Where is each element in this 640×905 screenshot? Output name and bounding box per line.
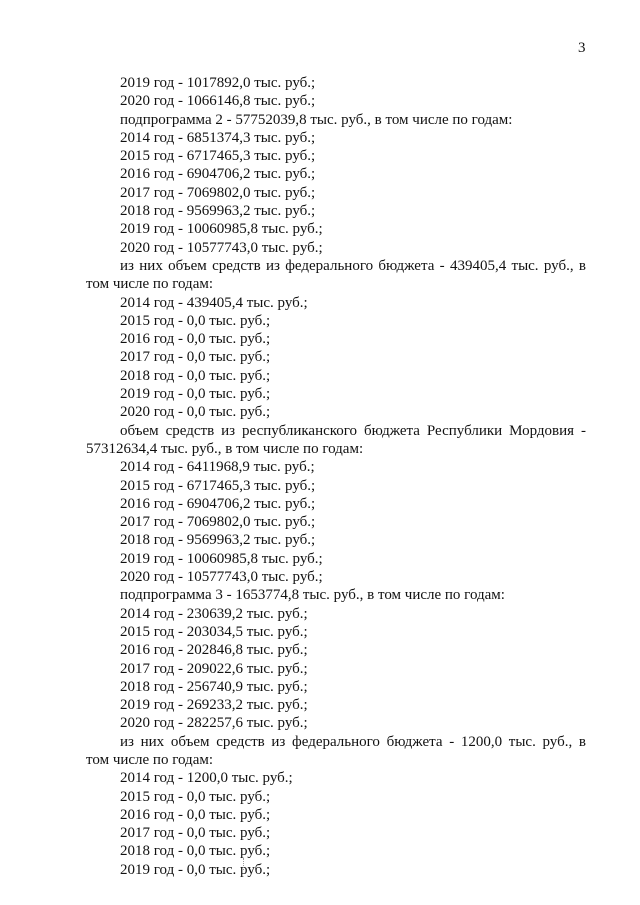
text-line: 2014 год - 1200,0 тыс. руб.; (120, 770, 293, 787)
text-line: 2014 год - 230639,2 тыс. руб.; (120, 605, 308, 622)
text-line: 2017 год - 0,0 тыс. руб.; (120, 825, 271, 842)
text-line: 2019 год - 0,0 тыс. руб.; (120, 861, 271, 878)
text-line: 2016 год - 6904706,2 тыс. руб.; (120, 495, 316, 512)
text-line: объем средств из республиканского бюджета Республики Мордовия - (120, 422, 586, 439)
text-line: подпрограмма 3 - 1653774,8 тыс. руб., в том числе по годам: (120, 587, 505, 604)
text-line: 2015 год - 0,0 тыс. руб.; (120, 312, 271, 329)
text-line: 2016 год - 6904706,2 тыс. руб.; (120, 166, 316, 183)
text-line: 2020 год - 1066146,8 тыс. руб.; (120, 93, 316, 110)
text-line: 2018 год - 9569963,2 тыс. руб.; (120, 203, 316, 220)
text-line: подпрограмма 2 - 57752039,8 тыс. руб., в том числе по годам: (120, 111, 513, 128)
text-line: 2017 год - 7069802,0 тыс. руб.; (120, 514, 316, 531)
text-line: 2015 год - 6717465,3 тыс. руб.; (120, 148, 316, 165)
text-line: 2015 год - 203034,5 тыс. руб.; (120, 623, 308, 640)
text-line: 2019 год - 10060985,8 тыс. руб.; (120, 550, 323, 567)
page-number: 3 (578, 40, 586, 56)
text-line: 2018 год - 0,0 тыс. руб.; (120, 367, 271, 384)
text-line: 2015 год - 6717465,3 тыс. руб.; (120, 477, 316, 494)
text-line: 2014 год - 6411968,9 тыс. руб.; (120, 459, 315, 476)
text-line: 2020 год - 10577743,0 тыс. руб.; (120, 239, 323, 256)
text-line: 2016 год - 202846,8 тыс. руб.; (120, 642, 308, 659)
text-line: 2019 год - 10060985,8 тыс. руб.; (120, 221, 323, 238)
text-line: 2016 год - 0,0 тыс. руб.; (120, 806, 271, 823)
text-line: 2017 год - 7069802,0 тыс. руб.; (120, 184, 316, 201)
text-line: 2016 год - 0,0 тыс. руб.; (120, 331, 271, 348)
text-line: 2017 год - 209022,6 тыс. руб.; (120, 660, 308, 677)
scan-mark (243, 858, 245, 870)
text-line: том числе по годам: (86, 751, 214, 768)
text-line: из них объем средств из федерального бюджета - 1200,0 тыс. руб., в (120, 733, 586, 750)
text-line: 57312634,4 тыс. руб., в том числе по годам: (86, 440, 364, 457)
text-line: 2020 год - 10577743,0 тыс. руб.; (120, 569, 323, 586)
text-line: 2014 год - 439405,4 тыс. руб.; (120, 294, 308, 311)
text-line: 2018 год - 0,0 тыс. руб.; (120, 843, 271, 860)
text-line: 2020 год - 0,0 тыс. руб.; (120, 404, 271, 421)
text-line: 2017 год - 0,0 тыс. руб.; (120, 349, 271, 366)
text-line: 2019 год - 269233,2 тыс. руб.; (120, 697, 308, 714)
text-line: из них объем средств из федерального бюджета - 439405,4 тыс. руб., в (120, 257, 586, 274)
text-line: 2015 год - 0,0 тыс. руб.; (120, 788, 271, 805)
document-body (86, 74, 586, 879)
text-line: 2019 год - 1017892,0 тыс. руб.; (120, 75, 316, 91)
text-line: 2018 год - 256740,9 тыс. руб.; (120, 678, 308, 695)
text-line: 2018 год - 9569963,2 тыс. руб.; (120, 532, 316, 549)
text-line: 2014 год - 6851374,3 тыс. руб.; (120, 129, 316, 146)
text-line: 2019 год - 0,0 тыс. руб.; (120, 386, 271, 403)
text-line: том числе по годам: (86, 276, 214, 293)
text-line: 2020 год - 282257,6 тыс. руб.; (120, 715, 308, 732)
